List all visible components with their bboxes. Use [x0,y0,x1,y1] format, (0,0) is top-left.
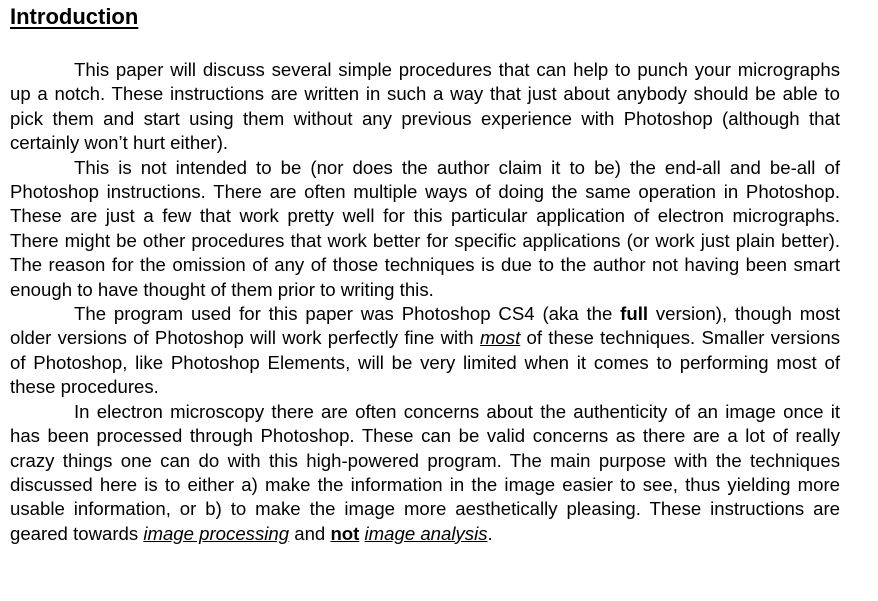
paragraph-1 [10,58,840,156]
paragraph-3-text-2: version), though most older versions of Photoshop will work perfectly fine with [10,303,840,349]
paragraph-4-emph-image-processing: image processing [143,522,290,544]
section-heading: Introduction [10,4,139,29]
paragraph-3-text-3: of these techniques. Smaller versions of Photoshop, like Photoshop Elements, will be very limited when it comes to performing most of these procedures. [10,327,841,398]
paragraph-4 [10,400,840,546]
paragraph-4-bold-not: not [330,522,360,544]
paragraph-3-text-1: The program used for this paper was Photoshop CS4 (aka the [74,303,621,325]
paragraph-4-text-2: and [289,522,331,544]
paragraph-2 [10,156,840,302]
paragraph-4-text-4: . [487,522,493,544]
paragraph-3-emph-most: most [479,327,521,349]
paragraph-2-text: This is not intended to be (nor does the author claim it to be) the end-all and be-all of Photoshop instructions. There are often multiple ways of doing the same operation in Photoshop. These are just a few that work pretty well for this particular application of electron micrographs. There might be other procedures that work better for specific applications (or work just plain better). The reason for the omission of any of those techniques is due to the author not having been smart enough to have thought of them prior to writing this. [10,156,840,300]
paragraph-3-bold-full: full [620,303,649,325]
paragraph-3 [10,302,840,400]
paragraph-1-text: This paper will discuss several simple procedures that can help to punch your micrographs up a notch. These instructions are written in such a way that just about anybody should be able to pick them and start using them without any previous experience with Photoshop (although that certainly won’t hurt either). [10,59,840,154]
paragraph-4-text-1: In electron microscopy there are often concerns about the authenticity of an image once it has been processed through Photoshop. These can be valid concerns as there are a lot of really crazy things one can do with this high-powered program. The main purpose with the techniques discussed here is to either a) make the information in the image easier to see, thus yielding more usable information, or b) to make the image more aesthetically pleasing. These instructions are geared towards [10,400,840,544]
paragraph-4-emph-image-analysis: image analysis [364,522,488,544]
